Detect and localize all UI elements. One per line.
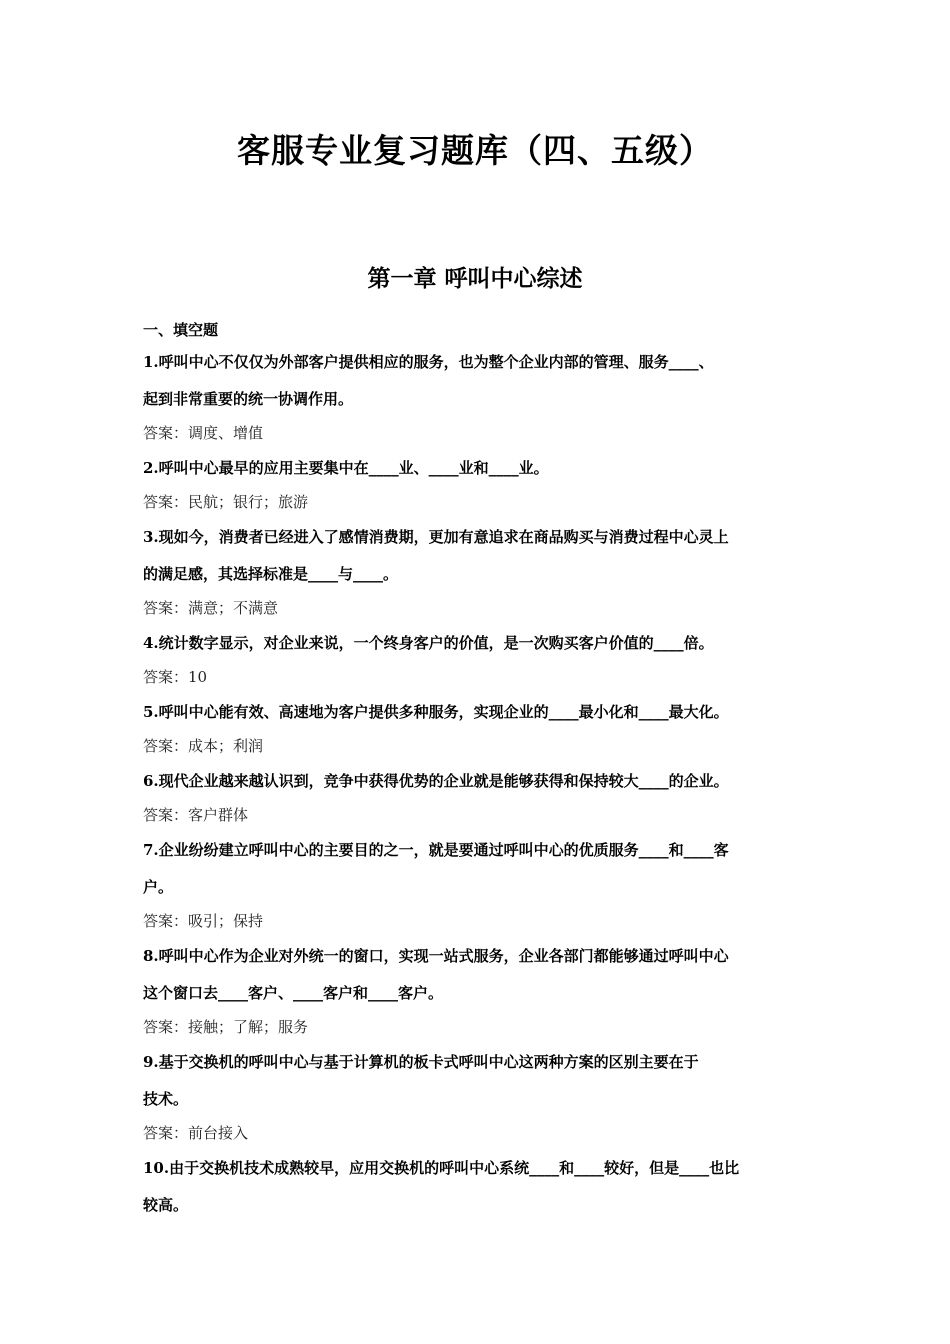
question-line: 3.现如今，消费者已经进入了感情消费期，更加有意追求在商品购买与消费过程中心灵上 [143,528,729,546]
document-title: 客服专业复习题库（四、五级） [237,131,713,170]
question-text [143,694,811,731]
question-item [143,344,811,448]
question-text [143,1044,811,1118]
question-line: 10.由于交换机技术成熟较早，应用交换机的呼叫中心系统____和____较好，但是____也比 [143,1159,740,1177]
answer-text: 答案：民航；银行；旅游 [143,493,309,511]
question-item [143,763,811,830]
answer-text: 答案：吸引；保持 [143,912,264,930]
question-text [143,519,811,593]
document-body [143,316,811,1224]
question-text [143,832,811,906]
question-item [143,519,811,623]
answer-text: 答案：接触；了解；服务 [143,1018,309,1036]
question-text [143,450,811,487]
question-text [143,344,811,418]
answer-text: 答案：客户群体 [143,806,249,824]
question-line: 较高。 [143,1196,189,1214]
question-text [143,1150,811,1224]
question-line: 7.企业纷纷建立呼叫中心的主要目的之一，就是要通过呼叫中心的优质服务____和____客 [143,841,729,859]
question-line: 6.现代企业越来越认识到，竞争中获得优势的企业就是能够获得和保持较大____的企业。 [143,772,729,790]
answer-text: 答案：调度、增值 [143,424,264,442]
answer-text: 答案：满意；不满意 [143,599,279,617]
question-line: 9.基于交换机的呼叫中心与基于计算机的板卡式呼叫中心这两种方案的区别主要在于 [143,1053,699,1071]
question-item [143,1044,811,1148]
question-line: 这个窗口去____客户、____客户和____客户。 [143,984,444,1002]
question-item [143,450,811,517]
question-text [143,625,811,662]
answer-text: 答案：10 [143,668,208,686]
question-line: 起到非常重要的统一协调作用。 [143,390,354,408]
question-line: 8.呼叫中心作为企业对外统一的窗口，实现一站式服务，企业各部门都能够通过呼叫中心 [143,947,729,965]
question-line: 2.呼叫中心最早的应用主要集中在____业、____业和____业。 [143,459,549,477]
question-text [143,938,811,1012]
question-line: 的满足感，其选择标准是____与____。 [143,565,399,583]
answer-text: 答案：前台接入 [143,1124,249,1142]
question-item [143,938,811,1042]
chapter-title: 第一章 呼叫中心综述 [367,265,583,292]
question-line: 5.呼叫中心能有效、高速地为客户提供多种服务，实现企业的____最小化和____最大化。 [143,703,729,721]
question-line: 1.呼叫中心不仅仅为外部客户提供相应的服务，也为整个企业内部的管理、服务____、 [143,353,714,371]
question-line: 4.统计数字显示，对企业来说，一个终身客户的价值，是一次购买客户价值的____倍。 [143,634,714,652]
question-item [143,1150,811,1224]
question-item [143,832,811,936]
section-heading: 一、填空题 [143,321,219,339]
question-line: 技术。 [143,1090,189,1108]
question-text [143,763,811,800]
question-item [143,694,811,761]
question-item [143,625,811,692]
answer-text: 答案：成本；利润 [143,737,264,755]
question-line: 户。 [143,878,174,896]
